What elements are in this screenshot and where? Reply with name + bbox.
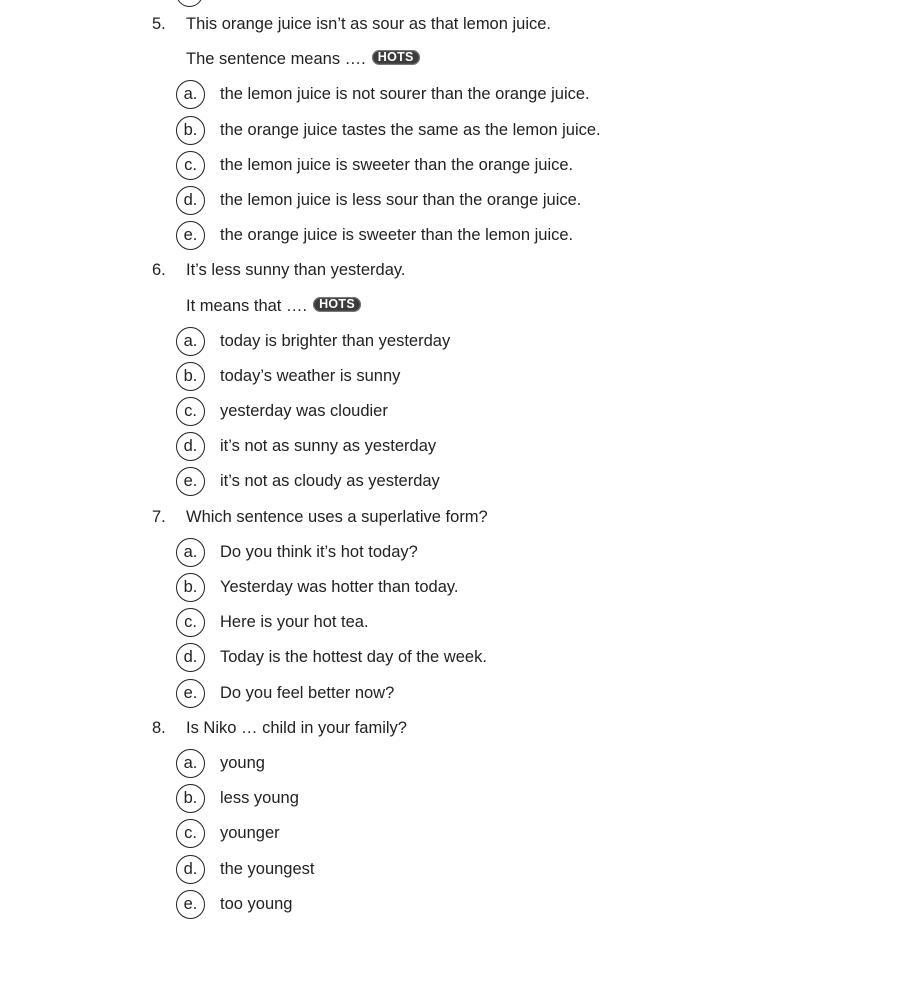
option-letter-circle[interactable]: b.	[176, 784, 205, 813]
option-text: today is brighter than yesterday	[220, 331, 451, 350]
option-text: the lemon juice is sweeter than the orange juice.	[220, 155, 574, 174]
answer-option[interactable]	[0, 676, 908, 711]
option-text: Do you feel better now?	[220, 683, 395, 702]
answer-option[interactable]	[0, 887, 908, 922]
option-letter-circle[interactable]: c.	[176, 151, 205, 180]
question-text: Is Niko … child in your family?	[186, 718, 407, 737]
answer-option[interactable]	[0, 429, 908, 464]
option-text: Yesterday was hotter than today.	[220, 578, 459, 596]
question-number: 7.	[152, 507, 166, 526]
option-letter-circle[interactable]: c.	[176, 397, 205, 426]
option-text: it’s not as sunny as yesterday	[220, 437, 437, 456]
option-letter-circle[interactable]: a.	[176, 749, 205, 778]
answer-option[interactable]	[0, 464, 908, 499]
question-text: This orange juice isn’t as sour as that lemon juice.	[186, 15, 552, 33]
option-letter-circle[interactable]: d.	[176, 432, 205, 461]
answer-option[interactable]	[0, 359, 908, 394]
hots-badge: HOTS	[372, 50, 420, 65]
option-letter-circle[interactable]: a.	[176, 538, 205, 567]
answer-option[interactable]	[0, 218, 908, 253]
question-6	[0, 253, 908, 288]
option-letter-circle[interactable]: e.	[176, 890, 205, 919]
option-text: yesterday was cloudier	[220, 402, 388, 421]
question-8	[0, 711, 908, 746]
answer-option[interactable]	[0, 77, 908, 112]
option-letter-circle[interactable]: b.	[176, 573, 205, 602]
option-text: the lemon juice is not sourer than the orange juice.	[220, 85, 590, 104]
option-text: the youngest	[220, 859, 315, 878]
option-letter-circle[interactable]: e.	[176, 221, 205, 250]
option-letter-circle[interactable]: a.	[176, 327, 205, 356]
question-number: 6.	[152, 261, 166, 280]
option-text: the lemon juice is less sour than the orange juice.	[220, 190, 582, 209]
answer-option[interactable]	[0, 113, 908, 148]
question-prompt-line	[0, 289, 908, 324]
option-text: Here is your hot tea.	[220, 613, 369, 632]
answer-option[interactable]	[0, 570, 908, 605]
answer-option[interactable]	[0, 535, 908, 570]
question-5	[0, 7, 908, 42]
option-text: too young	[220, 894, 293, 913]
answer-option[interactable]	[0, 324, 908, 359]
prompt-text: It means that ….	[186, 296, 308, 315]
option-text: the orange juice tastes the same as the lemon juice.	[220, 120, 601, 139]
question-text: Which sentence uses a superlative form?	[186, 507, 488, 526]
question-7	[0, 500, 908, 535]
option-letter-circle[interactable]: d.	[176, 855, 205, 884]
option-text: Today is the hottest day of the week.	[220, 648, 487, 667]
prompt-text: The sentence means ….	[186, 50, 366, 69]
answer-option[interactable]	[0, 394, 908, 429]
option-letter-circle[interactable]: c.	[176, 608, 205, 637]
option-text: it’s not as cloudy as yesterday	[220, 472, 440, 491]
option-letter-circle[interactable]: b.	[176, 116, 205, 145]
option-text: young	[220, 753, 265, 772]
option-text: Do you think it’s hot today?	[220, 542, 418, 561]
previous-option-circle	[176, 0, 203, 7]
answer-option[interactable]	[0, 640, 908, 675]
option-text: less young	[220, 789, 299, 808]
answer-option[interactable]	[0, 183, 908, 218]
option-letter-circle[interactable]: d.	[176, 186, 205, 215]
question-prompt	[186, 42, 420, 77]
question-number: 8.	[152, 718, 166, 737]
option-text: the orange juice is sweeter than the lemon juice.	[220, 226, 574, 245]
answer-option[interactable]	[0, 781, 908, 816]
question-list	[0, 7, 908, 922]
answer-option[interactable]	[0, 148, 908, 183]
option-letter-circle[interactable]: b.	[176, 362, 205, 391]
option-letter-circle[interactable]: e.	[176, 679, 205, 708]
answer-option[interactable]	[0, 746, 908, 781]
answer-option[interactable]	[0, 605, 908, 640]
hots-badge: HOTS	[313, 297, 361, 312]
option-letter-circle[interactable]: c.	[176, 819, 205, 848]
answer-option[interactable]	[0, 852, 908, 887]
option-letter-circle[interactable]: a.	[176, 80, 205, 109]
answer-option[interactable]	[0, 816, 908, 851]
option-text: today’s weather is sunny	[220, 366, 401, 385]
option-letter-circle[interactable]: e.	[176, 467, 205, 496]
option-letter-circle[interactable]: d.	[176, 643, 205, 672]
question-prompt	[186, 289, 361, 324]
question-prompt-line	[0, 42, 908, 77]
question-text: It’s less sunny than yesterday.	[186, 261, 406, 280]
option-text: younger	[220, 824, 280, 843]
question-number: 5.	[152, 15, 166, 33]
